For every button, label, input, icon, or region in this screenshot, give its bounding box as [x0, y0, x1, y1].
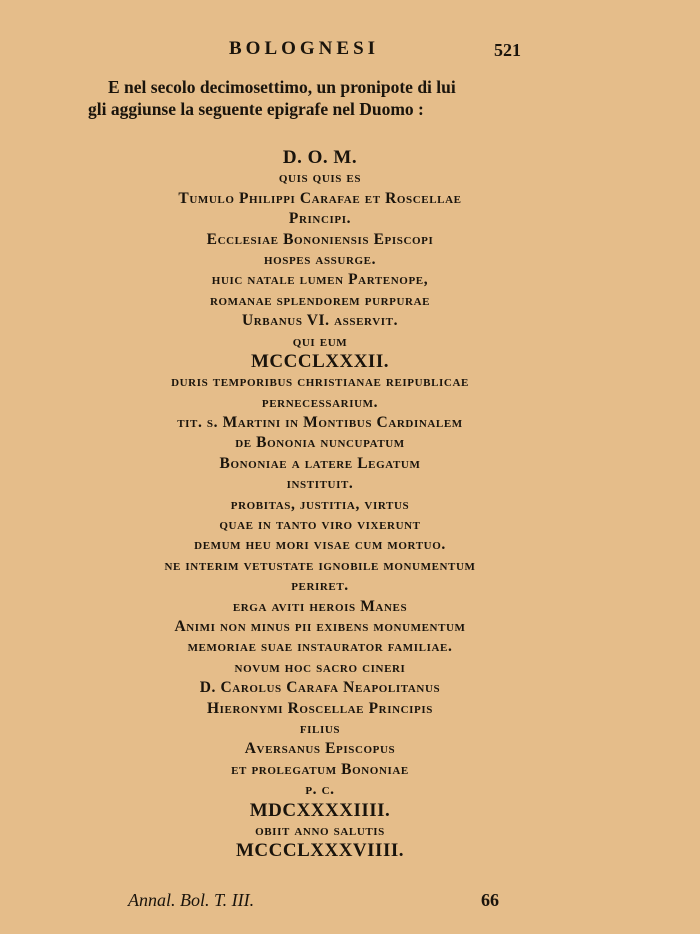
epitaph-line: instituit.: [286, 475, 354, 493]
running-title: BOLOGNESI: [229, 38, 380, 59]
page-footer: [0, 890, 700, 916]
epitaph-line: et prolegatum Bononiae: [231, 760, 409, 778]
epitaph-line: quis quis es: [278, 169, 362, 187]
epitaph-line: demum heu mori visae cum mortuo.: [194, 536, 446, 554]
epitaph-line: p. c.: [305, 781, 335, 799]
epitaph-line: MDCXXXXIIII.: [249, 799, 391, 821]
epitaph-line: tit. s. Martini in Montibus Cardinalem: [177, 414, 463, 432]
epitaph-line: Principi.: [288, 210, 352, 228]
epitaph-line: pernecessarium.: [261, 393, 379, 411]
epitaph-line: D. O. M.: [282, 147, 358, 168]
epitaph-line: Animi non minus pii exibens monumentum: [174, 617, 466, 635]
epitaph-line: D. Carolus Carafa Neapolitanus: [199, 679, 441, 697]
intro-line-2: gli aggiunse la seguente epigrafe nel Duomo :: [88, 99, 424, 119]
epitaph-line: filius: [299, 719, 341, 737]
intro-line-1: E nel secolo decimosettimo, un pronipote di lui: [108, 77, 456, 97]
epitaph-line: memoriae suae instaurator familiae.: [187, 638, 453, 656]
running-head: [0, 38, 700, 62]
epitaph-line: romanae splendorem purpurae: [209, 291, 431, 309]
epitaph: [0, 148, 640, 862]
page-number: 521: [494, 40, 521, 60]
epitaph-line: Ecclesiae Bononiensis Episcopi: [206, 230, 434, 248]
epitaph-line: duris temporibus christianae reipublicae: [171, 373, 469, 391]
sheet-number: 66: [481, 890, 499, 910]
epitaph-line: erga aviti herois Manes: [232, 597, 408, 615]
epitaph-line: obiit anno salutis: [255, 821, 385, 839]
epitaph-line: periret.: [291, 577, 349, 595]
signature-mark: Annal. Bol. T. III.: [128, 890, 255, 910]
intro-paragraph: [88, 76, 558, 120]
epitaph-line: MCCCLXXXII.: [251, 350, 389, 372]
epitaph-line: Hieronymi Roscellae Principis: [207, 699, 433, 717]
epitaph-line: Aversanus Episcopus: [244, 740, 396, 758]
epitaph-line: hospes assurge.: [263, 250, 377, 268]
epitaph-line: ne interim vetustate ignobile monumentum: [164, 556, 476, 574]
epitaph-line: probitas, justitia, virtus: [230, 495, 410, 513]
epitaph-line: novum hoc sacro cineri: [234, 658, 406, 676]
epitaph-line: qui eum: [292, 332, 348, 350]
epitaph-line: quae in tanto viro vixerunt: [219, 516, 421, 534]
epitaph-line: de Bononia nuncupatum: [235, 434, 405, 452]
epitaph-line: Tumulo Philippi Carafae et Roscellae: [178, 189, 462, 207]
epitaph-line: MCCCLXXXVIIII.: [236, 840, 404, 862]
epitaph-line: Urbanus VI. asservit.: [241, 312, 399, 330]
epitaph-line: huic natale lumen Partenope,: [211, 271, 429, 289]
epitaph-line: Bononiae a latere Legatum: [219, 454, 421, 472]
